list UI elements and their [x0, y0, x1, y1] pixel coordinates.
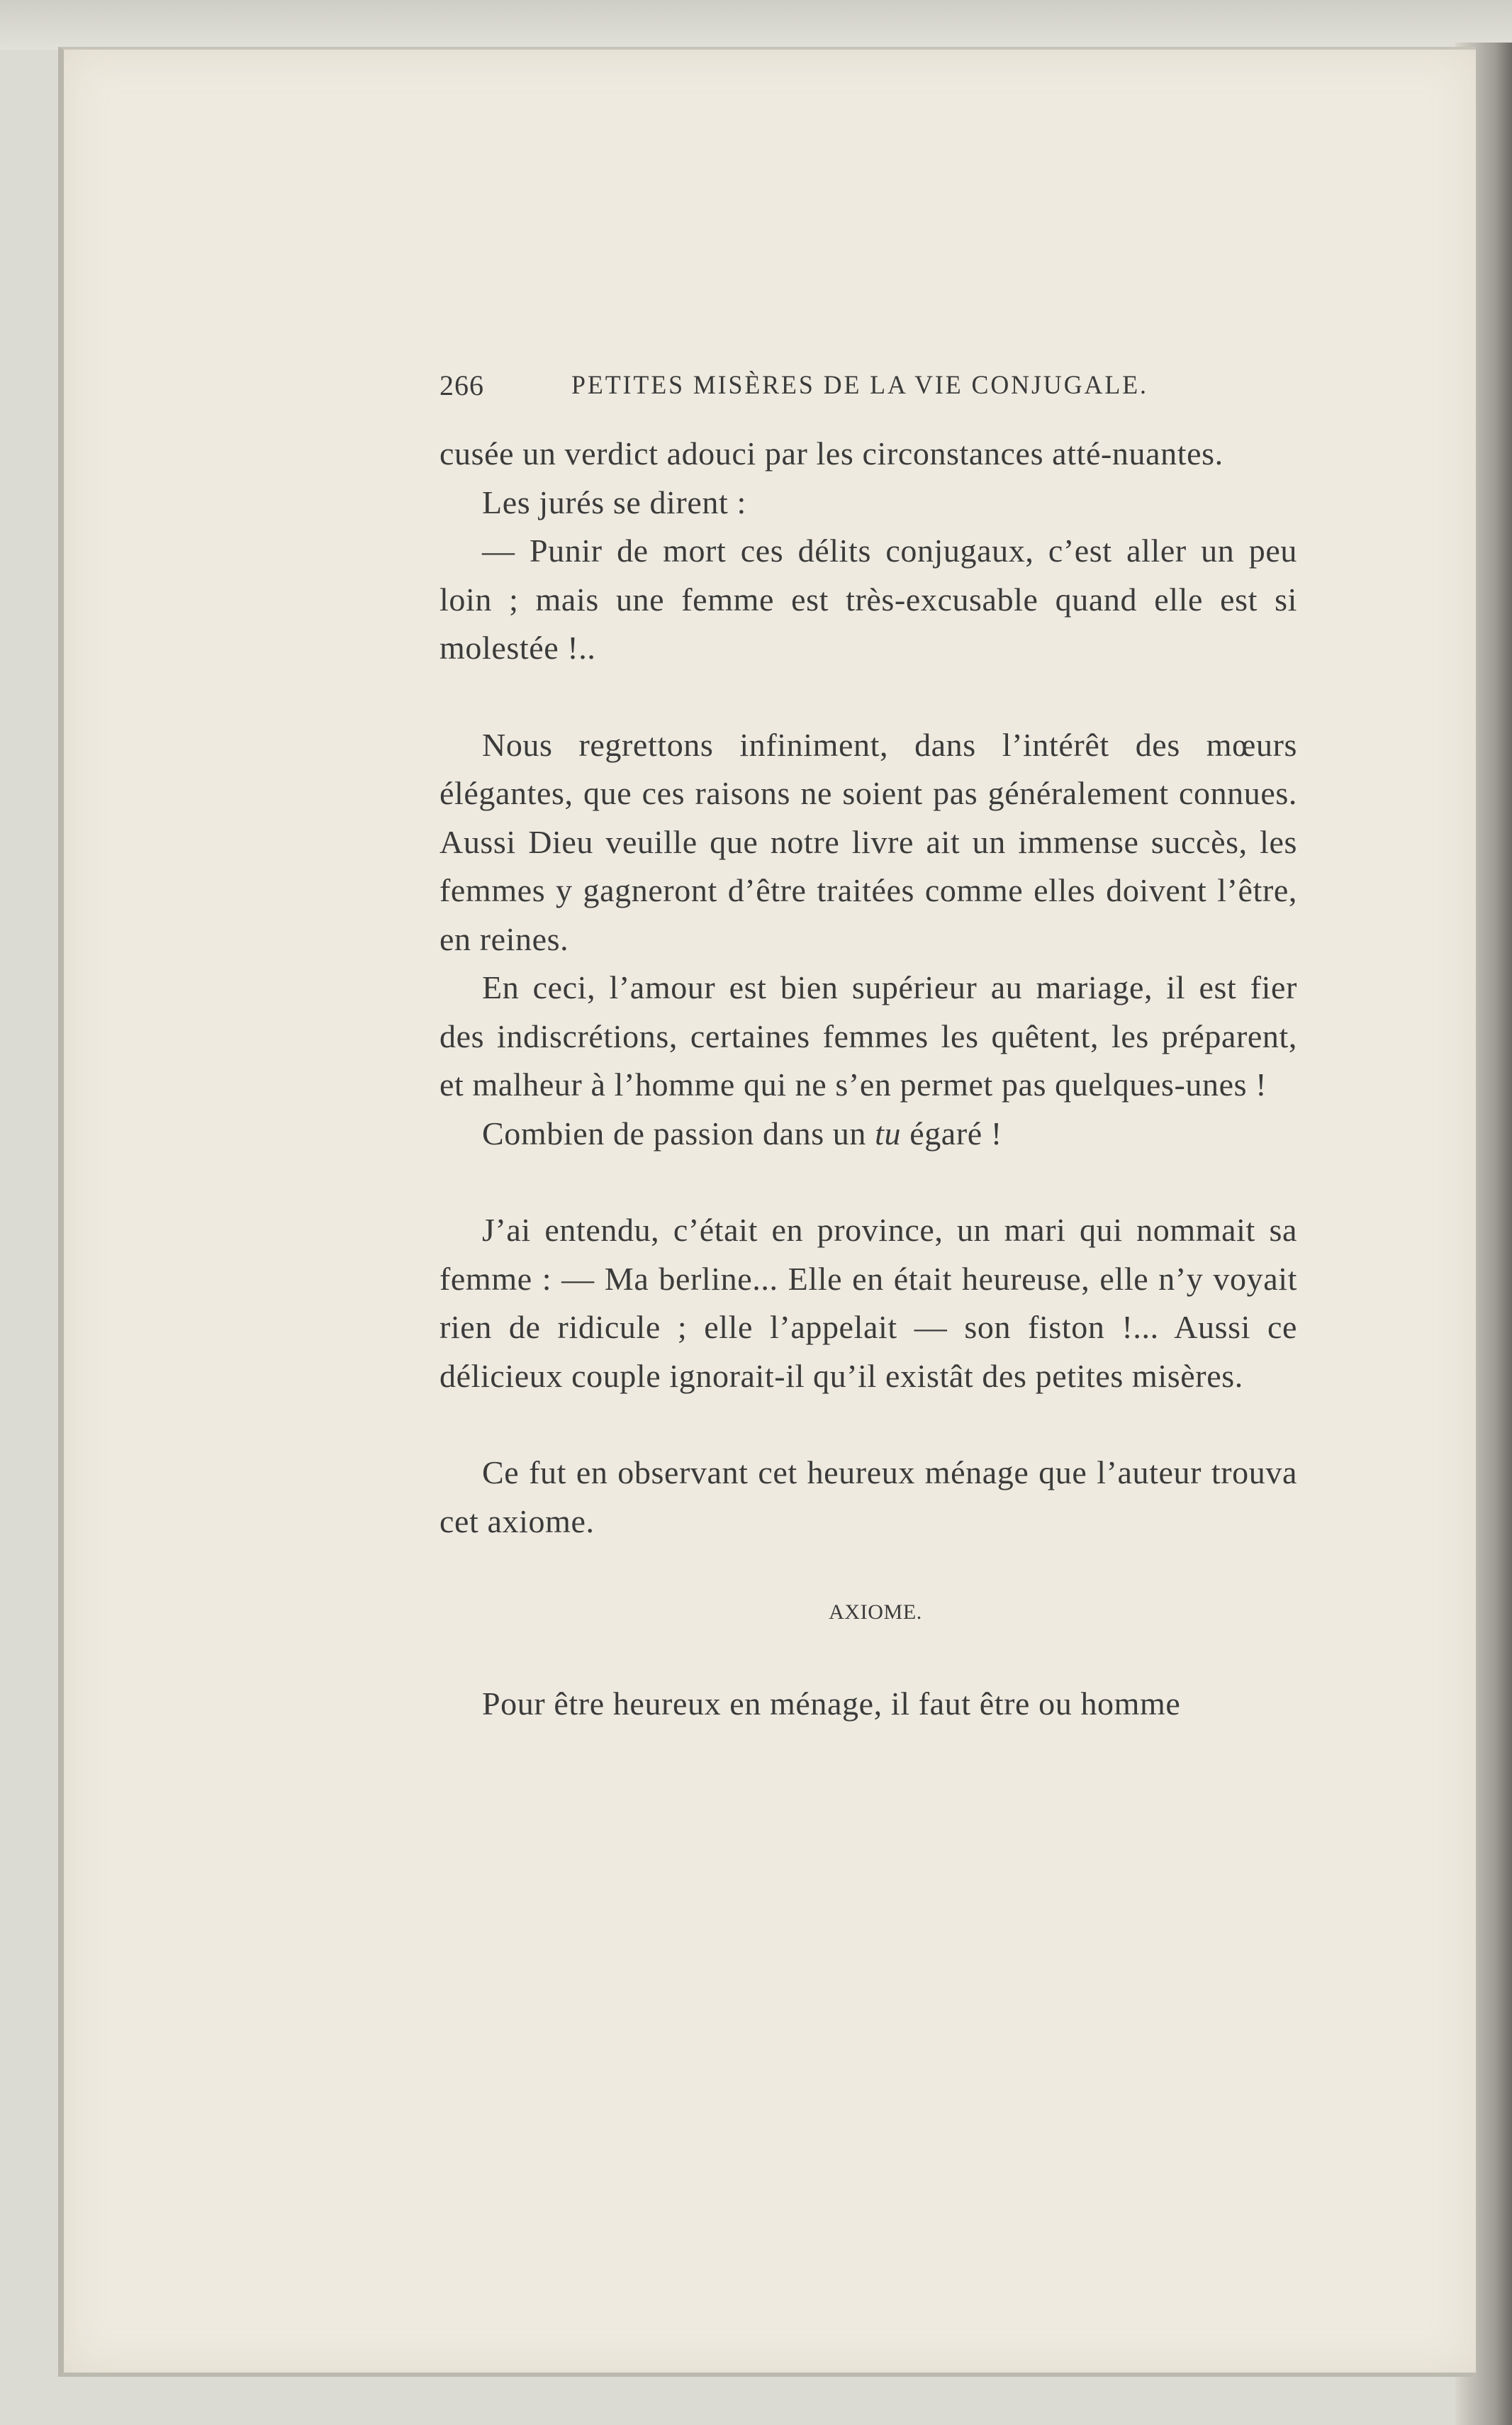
paragraph-7: J’ai entendu, c’était en province, un mari qui nommait sa femme : — Ma berline... Elle en était heureuse, elle n’y voyait rien de ridicule ; elle l’appelait — son fiston !... Aussi ce délicieux couple ignorait-il qu’il existât des petites misères.: [439, 1212, 1297, 1394]
paragraph-6: [439, 1110, 1297, 1159]
running-title: PETITES MISÈRES DE LA VIE CONJUGALE.: [571, 371, 1148, 400]
page-number: 266: [439, 369, 484, 401]
paragraph-8: Ce fut en observant cet heureux ménage que l’auteur trouva cet axiome.: [439, 1454, 1297, 1539]
running-header: [439, 369, 1290, 418]
paragraph-6-text-start: Combien de passion dans un: [482, 1115, 875, 1152]
axiom-heading: AXIOME.: [829, 1600, 922, 1624]
paragraph-1: cusée un verdict adouci par les circonstances atté-nuantes.: [439, 435, 1223, 472]
paragraph-6-italic-word: tu: [875, 1115, 902, 1152]
paragraph-3: — Punir de mort ces délits conjugaux, c’est aller un peu loin ; mais une femme est très-excusable quand elle est si molestée !..: [439, 533, 1297, 666]
paragraph-9: Pour être heureux en ménage, il faut être ou homme: [482, 1685, 1181, 1722]
page-body: [439, 430, 1297, 1728]
scan-background-top: [0, 0, 1512, 50]
paragraph-5: En ceci, l’amour est bien supérieur au mariage, il est fier des indiscrétions, certaines femmes les quêtent, les préparent, et malheur à l’homme qui ne s’en permet pas quelques-unes !: [439, 969, 1297, 1103]
paragraph-4: Nous regrettons infiniment, dans l’intérêt des mœurs élégantes, que ces raisons ne soient pas généralement connues. Aussi Dieu veuille que notre livre ait un immense succès, les femmes y gagneront d’être traitées comme elles doivent l’être, en reines.: [439, 726, 1297, 957]
paragraph-2: Les jurés se dirent :: [482, 484, 746, 520]
paragraph-6-text-end: égaré !: [901, 1115, 1002, 1152]
